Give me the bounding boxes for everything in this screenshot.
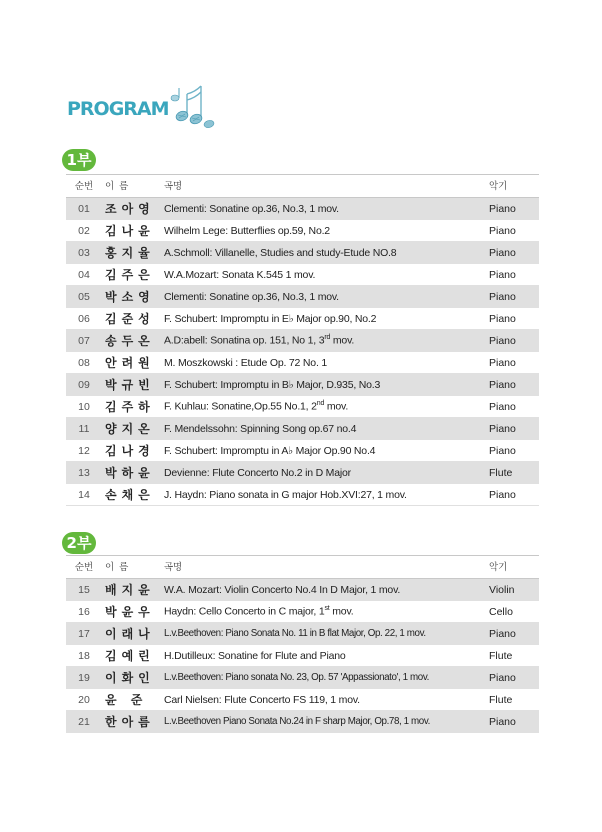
piece-title: Haydn: Cello Concerto in C major, 1st mov. xyxy=(162,601,489,623)
instrument: Piano xyxy=(489,667,539,689)
piece-title: W.A.Mozart: Sonata K.545 1 mov. xyxy=(162,264,489,286)
performer-number: 02 xyxy=(66,220,102,242)
table-row xyxy=(66,645,539,667)
piece-title: A.D:abell: Sonatina op. 151, No 1, 3rd mov. xyxy=(162,330,489,352)
performer-number: 03 xyxy=(66,242,102,264)
performer-number: 13 xyxy=(66,462,102,484)
instrument: Flute xyxy=(489,462,539,484)
instrument: Piano xyxy=(489,374,539,396)
table-row xyxy=(66,242,539,264)
instrument: Piano xyxy=(489,396,539,418)
performer-number: 20 xyxy=(66,689,102,711)
page-title: PROGRAM xyxy=(67,98,169,120)
performer-name: 김주은 xyxy=(102,264,162,286)
piece-title: Wilhelm Lege: Butterflies op.59, No.2 xyxy=(162,220,489,242)
table-row xyxy=(66,330,539,352)
instrument: Piano xyxy=(489,484,539,506)
performer-name: 김준성 xyxy=(102,308,162,330)
table-row xyxy=(66,689,539,711)
instrument: Violin xyxy=(489,579,539,601)
instrument: Piano xyxy=(489,264,539,286)
table-row xyxy=(66,352,539,374)
instrument: Flute xyxy=(489,689,539,711)
instrument: Piano xyxy=(489,308,539,330)
header-name: 이름 xyxy=(102,556,162,579)
program-table-part-1 xyxy=(66,174,539,506)
performer-number: 16 xyxy=(66,601,102,623)
table-row xyxy=(66,264,539,286)
program-table-part-2 xyxy=(66,555,539,733)
instrument: Flute xyxy=(489,645,539,667)
table-row xyxy=(66,396,539,418)
instrument: Piano xyxy=(489,286,539,308)
table-row xyxy=(66,623,539,645)
piece-title: Carl Nielsen: Flute Concerto FS 119, 1 mov. xyxy=(162,689,489,711)
piece-title: H.Dutilleux: Sonatine for Flute and Piano xyxy=(162,645,489,667)
header-piece: 곡명 xyxy=(162,556,489,579)
piece-title: L.v.Beethoven: Piano sonata No. 23, Op. 57 'Appassionato', 1 mov. xyxy=(162,667,489,689)
instrument: Piano xyxy=(489,418,539,440)
table-row xyxy=(66,286,539,308)
performer-name: 조아영 xyxy=(102,198,162,220)
piece-title: W.A. Mozart: Violin Concerto No.4 In D Major, 1 mov. xyxy=(162,579,489,601)
piece-title: Devienne: Flute Concerto No.2 in D Major xyxy=(162,462,489,484)
piece-title: J. Haydn: Piano sonata in G major Hob.XVI:27, 1 mov. xyxy=(162,484,489,506)
performer-number: 11 xyxy=(66,418,102,440)
piece-title: F. Schubert: Impromptu in E♭ Major op.90, No.2 xyxy=(162,308,489,330)
performer-number: 17 xyxy=(66,623,102,645)
performer-name: 이화인 xyxy=(102,667,162,689)
performer-name: 김나윤 xyxy=(102,220,162,242)
table-row xyxy=(66,374,539,396)
instrument: Piano xyxy=(489,330,539,352)
piece-title: F. Kuhlau: Sonatine,Op.55 No.1, 2nd mov. xyxy=(162,396,489,418)
piece-title: F. Mendelssohn: Spinning Song op.67 no.4 xyxy=(162,418,489,440)
table-row xyxy=(66,198,539,220)
performer-name: 손채은 xyxy=(102,484,162,506)
piece-title: Clementi: Sonatine op.36, No.3, 1 mov. xyxy=(162,198,489,220)
performer-name: 양지온 xyxy=(102,418,162,440)
performer-number: 14 xyxy=(66,484,102,506)
piece-title: L.v.Beethoven Piano Sonata No.24 in F sharp Major, Op.78, 1 mov. xyxy=(162,711,489,733)
performer-number: 06 xyxy=(66,308,102,330)
performer-name: 한아름 xyxy=(102,711,162,733)
header-piece: 곡명 xyxy=(162,175,489,198)
instrument: Cello xyxy=(489,601,539,623)
piece-title: F. Schubert: Impromptu in B♭ Major, D.935, No.3 xyxy=(162,374,489,396)
table-row xyxy=(66,308,539,330)
performer-name: 박하윤 xyxy=(102,462,162,484)
performer-number: 19 xyxy=(66,667,102,689)
performer-number: 05 xyxy=(66,286,102,308)
table-row xyxy=(66,579,539,601)
header-instrument: 악기 xyxy=(489,556,539,579)
performer-name: 윤 준 xyxy=(102,689,162,711)
performer-name: 송두온 xyxy=(102,330,162,352)
instrument: Piano xyxy=(489,623,539,645)
piece-title: A.Schmoll: Villanelle, Studies and study-Etude NO.8 xyxy=(162,242,489,264)
performer-number: 21 xyxy=(66,711,102,733)
performer-name: 박윤우 xyxy=(102,601,162,623)
performer-number: 12 xyxy=(66,440,102,462)
performer-name: 김나경 xyxy=(102,440,162,462)
table-row xyxy=(66,711,539,733)
part-2-badge: 2부 xyxy=(62,532,96,554)
part-1-badge: 1부 xyxy=(62,149,96,171)
piece-title: L.v.Beethoven: Piano Sonata No. 11 in B flat Major, Op. 22, 1 mov. xyxy=(162,623,489,645)
table-row xyxy=(66,220,539,242)
performer-number: 07 xyxy=(66,330,102,352)
instrument: Piano xyxy=(489,440,539,462)
performer-number: 09 xyxy=(66,374,102,396)
music-notes-icon xyxy=(169,84,219,130)
header-name: 이름 xyxy=(102,175,162,198)
table-row xyxy=(66,418,539,440)
table-row xyxy=(66,484,539,506)
performer-number: 01 xyxy=(66,198,102,220)
header-num: 순번 xyxy=(66,175,102,198)
table-row xyxy=(66,462,539,484)
table-row xyxy=(66,667,539,689)
header-instrument: 악기 xyxy=(489,175,539,198)
table-row xyxy=(66,440,539,462)
performer-name: 박규빈 xyxy=(102,374,162,396)
header-num: 순번 xyxy=(66,556,102,579)
performer-name: 김주하 xyxy=(102,396,162,418)
instrument: Piano xyxy=(489,711,539,733)
instrument: Piano xyxy=(489,352,539,374)
performer-number: 08 xyxy=(66,352,102,374)
performer-name: 배지윤 xyxy=(102,579,162,601)
performer-name: 안려원 xyxy=(102,352,162,374)
performer-number: 15 xyxy=(66,579,102,601)
performer-name: 홍지율 xyxy=(102,242,162,264)
piece-title: F. Schubert: Impromptu in A♭ Major Op.90 No.4 xyxy=(162,440,489,462)
piece-title: Clementi: Sonatine op.36, No.3, 1 mov. xyxy=(162,286,489,308)
performer-name: 김예린 xyxy=(102,645,162,667)
performer-number: 04 xyxy=(66,264,102,286)
piece-title: M. Moszkowski : Etude Op. 72 No. 1 xyxy=(162,352,489,374)
performer-number: 10 xyxy=(66,396,102,418)
table-row xyxy=(66,601,539,623)
instrument: Piano xyxy=(489,220,539,242)
performer-name: 박소영 xyxy=(102,286,162,308)
instrument: Piano xyxy=(489,198,539,220)
performer-number: 18 xyxy=(66,645,102,667)
instrument: Piano xyxy=(489,242,539,264)
performer-name: 이래나 xyxy=(102,623,162,645)
